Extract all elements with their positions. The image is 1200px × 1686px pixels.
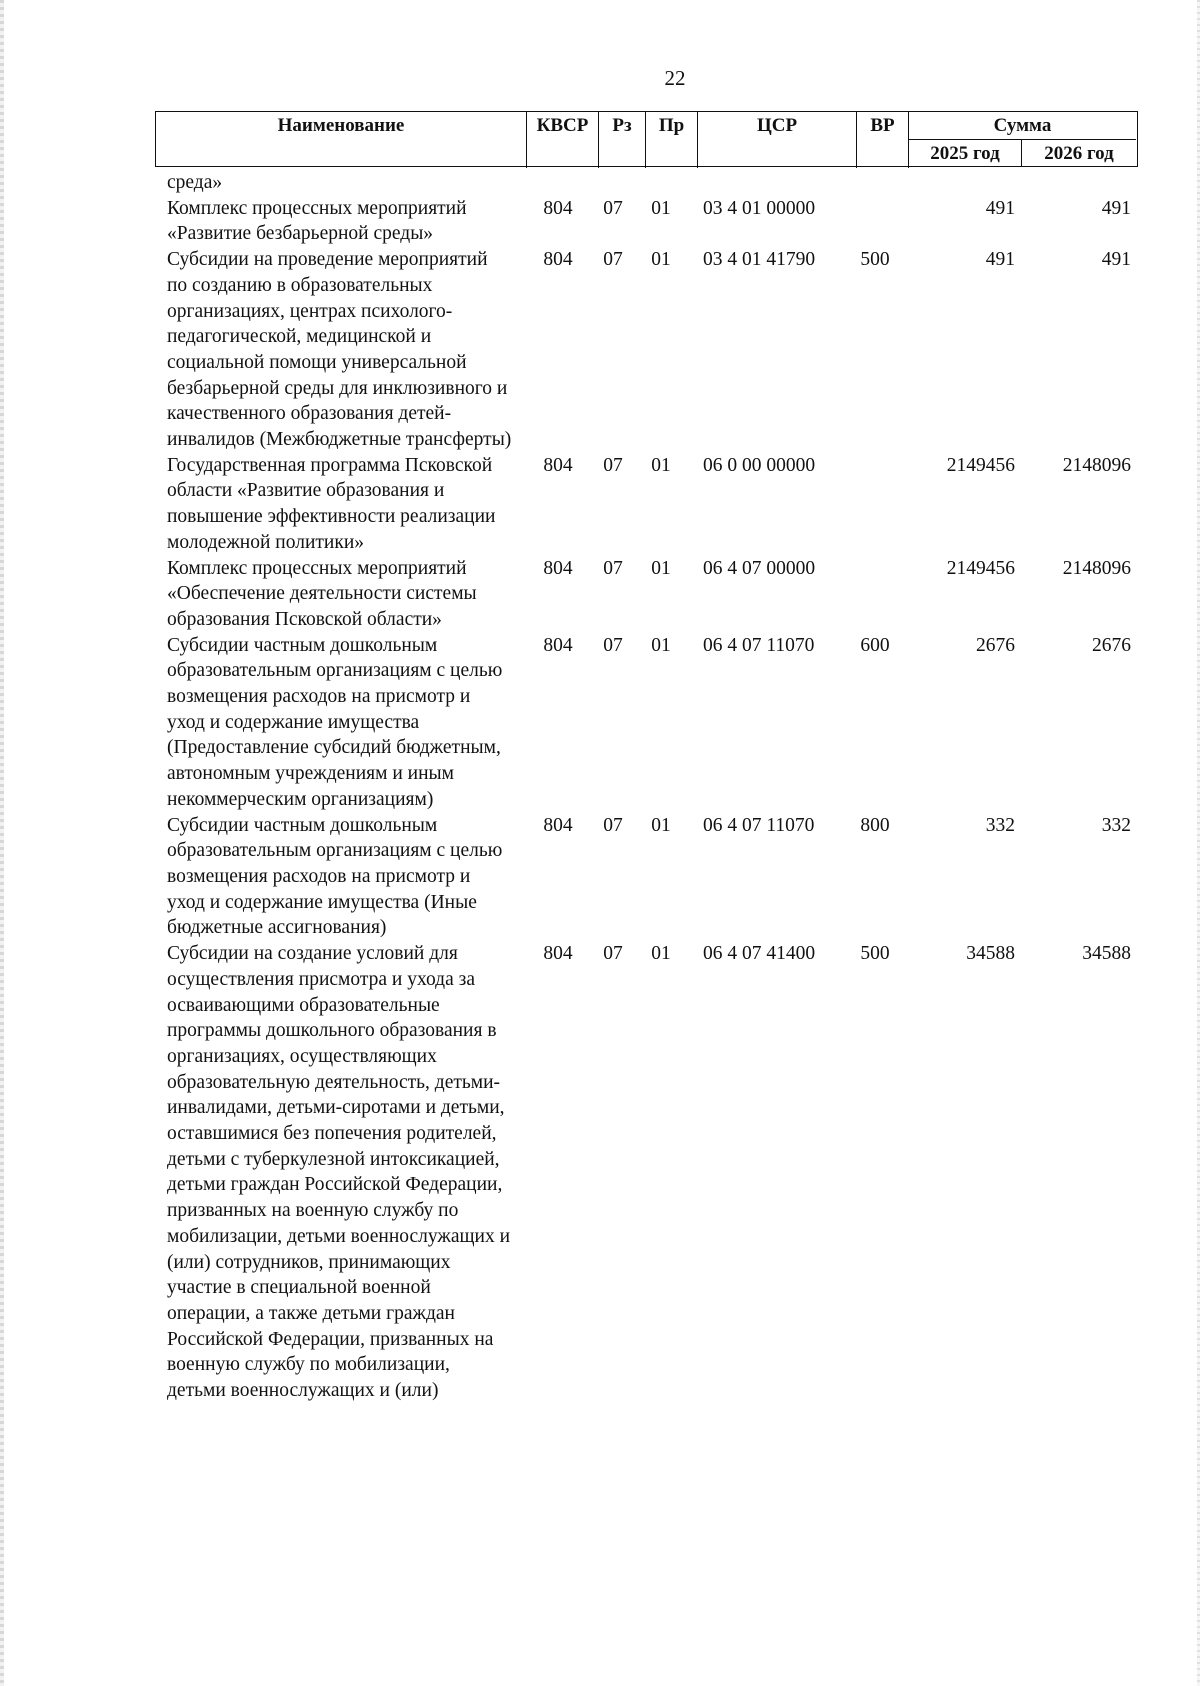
row-vr: 500 [860, 943, 890, 965]
page-number: 22 [664, 66, 686, 90]
row-kvsr: 804 [543, 814, 573, 836]
row-pr: 01 [651, 634, 671, 656]
row-vr: 600 [860, 634, 890, 656]
row-rz: 07 [603, 197, 623, 219]
header-sum: Сумма [909, 112, 1136, 140]
row-csr: 06 4 07 11070 [703, 814, 815, 836]
row-sum-2025: 2676 [976, 634, 1015, 656]
row-pr: 01 [651, 814, 671, 836]
header-rz: Рз [599, 112, 646, 168]
row-name: Субсидии на создание условий для осуществления присмотра и ухода за осваивающими образовательные программы дошкольного образования в организациях, осуществляющих образовательную деятельность, детьми-инвалидами, детьми-сиротами и детьми, оставшимися без попечения родителей, детьми с туберкулезной интоксикацией, детьми граждан Российской Федерации, призванных на военную службу по мобилизации, детьми военнослужащих и (или) сотрудников, принимающих участие в специальной военной операции, а также детьми граждан Российской Федерации, призванных на военную службу по мобилизации, детьми военнослужащих и (или) [167, 943, 511, 1402]
row-sum-2026: 2148096 [1062, 557, 1131, 579]
row-kvsr: 804 [543, 943, 573, 965]
row-sum-2026: 2676 [1092, 634, 1131, 656]
row-sum-2026: 491 [1101, 197, 1131, 219]
row-csr: 06 0 00 00000 [703, 454, 816, 476]
row-rz: 07 [603, 634, 623, 656]
row-kvsr: 804 [543, 197, 573, 219]
row-kvsr: 804 [543, 557, 573, 579]
row-vr: 800 [860, 814, 890, 836]
row-rz: 07 [603, 943, 623, 965]
row-name: Государственная программа Псковской области «Развитие образования и повышение эффективности реализации молодежной политики» [167, 454, 496, 553]
row-name: Субсидии на проведение мероприятий по созданию в образовательных организациях, центрах психолого-педагогической, медицинской и социальной помощи универсальной безбарьерной среды для инклюзивного и качественного образования детей-инвалидов (Межбюджетные трансферты) [167, 249, 512, 451]
row-csr: 03 4 01 00000 [703, 197, 816, 219]
row-sum-2026: 332 [1101, 814, 1131, 836]
row-name: Субсидии частным дошкольным образовательным организациям с целью возмещения расходов на присмотр и уход и содержание имущества (Иные бюджетные ассигнования) [167, 814, 503, 939]
header-kvsr: КВСР [527, 112, 599, 168]
row-sum-2026: 2148096 [1062, 454, 1131, 476]
table-row [155, 247, 1138, 453]
header-vr: ВР [857, 112, 909, 168]
table-row [155, 556, 1138, 633]
table-row [155, 813, 1138, 942]
row-sum-2025: 491 [985, 197, 1015, 219]
row-csr: 03 4 01 41790 [703, 249, 816, 271]
row-sum-2026: 491 [1101, 249, 1131, 271]
header-csr: ЦСР [698, 112, 857, 168]
row-csr: 06 4 07 11070 [703, 634, 815, 656]
row-kvsr: 804 [543, 249, 573, 271]
continuation-text: среда» [167, 172, 223, 193]
header-pr: Пр [646, 112, 698, 168]
row-pr: 01 [651, 249, 671, 271]
row-pr: 01 [651, 557, 671, 579]
row-rz: 07 [603, 557, 623, 579]
header-name: Наименование [156, 112, 527, 168]
row-sum-2025: 2149456 [946, 557, 1015, 579]
row-kvsr: 804 [543, 634, 573, 656]
row-rz: 07 [603, 814, 623, 836]
row-pr: 01 [651, 197, 671, 219]
table-row [155, 453, 1138, 556]
table-header [155, 111, 1138, 167]
row-sum-2025: 34588 [966, 943, 1015, 965]
row-csr: 06 4 07 41400 [703, 943, 816, 965]
row-name: Комплекс процессных мероприятий «Развитие безбарьерной среды» [167, 197, 467, 245]
row-sum-2026: 34588 [1082, 943, 1131, 965]
row-sum-2025: 491 [985, 249, 1015, 271]
row-pr: 01 [651, 943, 671, 965]
scan-edge-left [0, 0, 4, 1686]
header-year-2025: 2025 год [909, 140, 1022, 167]
row-rz: 07 [603, 454, 623, 476]
table-row [155, 196, 1138, 247]
row-vr: 500 [860, 249, 890, 271]
header-year-2026: 2026 год [1044, 143, 1114, 164]
row-csr: 06 4 07 00000 [703, 557, 816, 579]
row-rz: 07 [603, 249, 623, 271]
table-row [155, 941, 1138, 1404]
row-sum-2025: 2149456 [946, 454, 1015, 476]
row-kvsr: 804 [543, 454, 573, 476]
row-sum-2025: 332 [985, 814, 1015, 836]
table-body [155, 170, 1138, 1404]
row-name: Комплекс процессных мероприятий «Обеспечение деятельности системы образования Псковской области» [167, 557, 477, 630]
header-sum-group [909, 112, 1139, 168]
table-row [155, 633, 1138, 813]
row-name: Субсидии частным дошкольным образовательным организациям с целью возмещения расходов на присмотр и уход и содержание имущества (Предоставление субсидий бюджетным, автономным учреждениям и иным некоммерческим организациям) [167, 634, 503, 810]
row-pr: 01 [651, 454, 671, 476]
